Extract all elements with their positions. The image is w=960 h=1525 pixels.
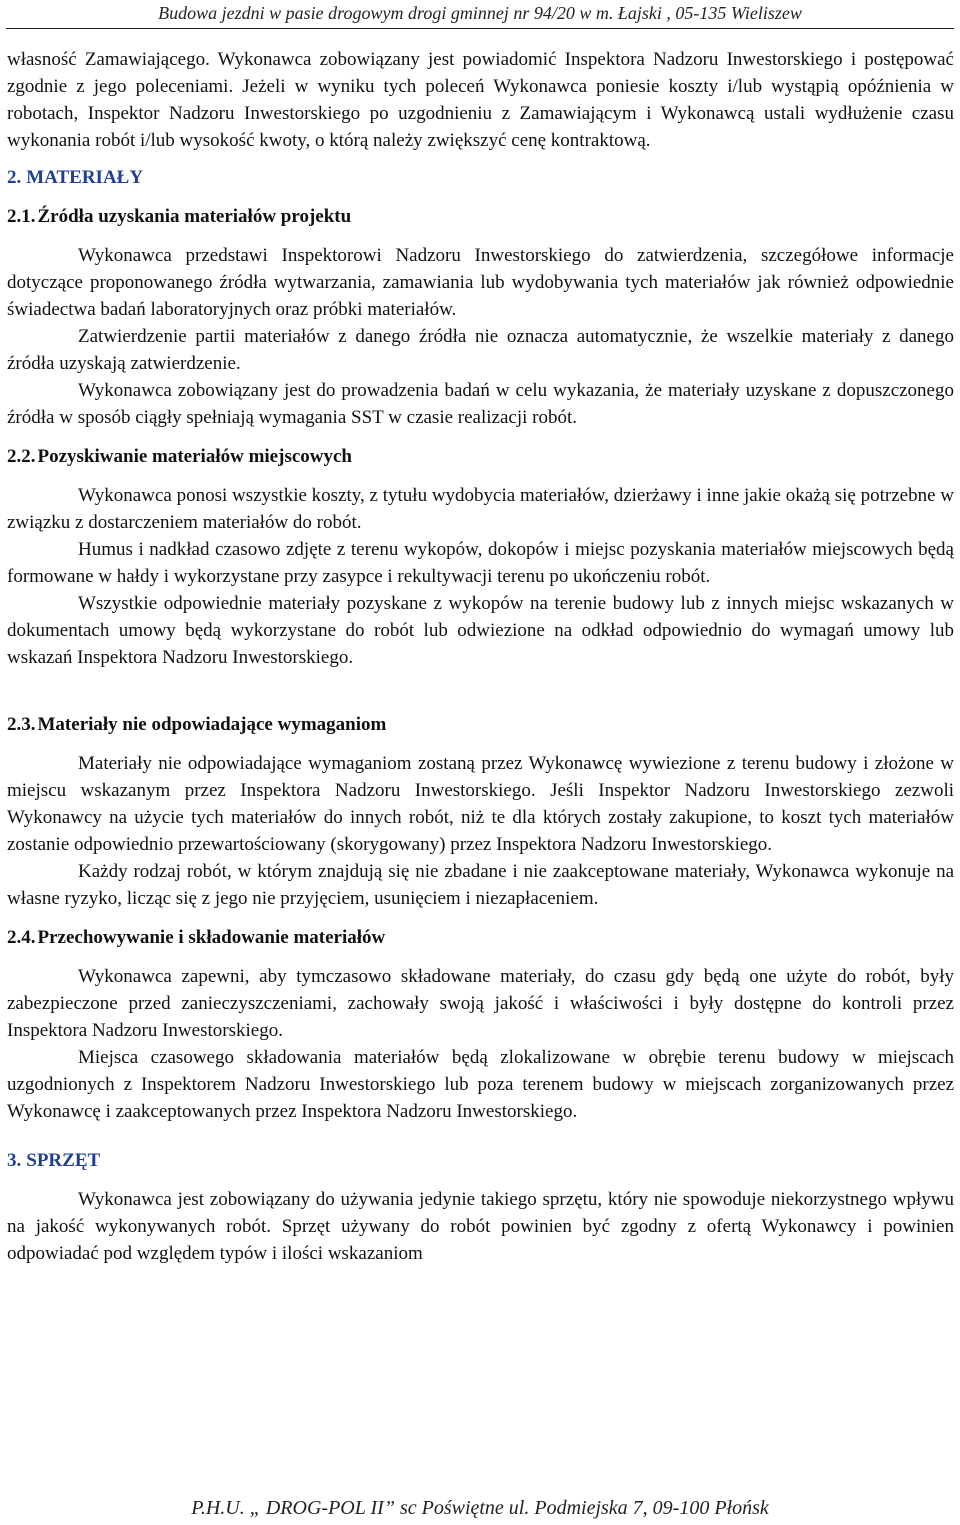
paragraph: Wykonawca ponosi wszystkie koszty, z tytułu wydobycia materiałów, dzierżawy i inne jakie okażą się potrzebne w związku z dostarczeniem materiałów do robót. — [7, 485, 954, 533]
subsection-number: 2.3. — [7, 714, 36, 735]
header-rule — [6, 28, 954, 29]
section-title: SPRZĘT — [26, 1150, 101, 1171]
intro-paragraph: własność Zamawiającego. Wykonawca zobowiązany jest powiadomić Inspektora Nadzoru Inwestorskiego i postępować zgodnie z jego poleceniami. Jeżeli w wyniku tych poleceń Wykonawca poniesie koszty i/lub wystąpią opóźnienia w robotach, Inspektor Nadzoru Inwestorskiego po uzgodnieniu z Zamawiającym i Wykonawcą ustali wydłużenie czasu wykonania robót i/lub wysokość kwoty, o którą należy zwiększyć cenę kontraktową. — [7, 49, 954, 151]
subsection-number: 2.1. — [7, 206, 36, 227]
paragraph: Humus i nadkład czasowo zdjęte z terenu wykopów, dokopów i miejsc pozyskania materiałów miejscowych będą formowane w hałdy i wykorzystane przy zasypce i rekultywacji terenu po ukończeniu robót. — [7, 539, 954, 587]
page-footer: P.H.U. „ DROG-POL II” sc Poświętne ul. Podmiejska 7, 09-100 Płońsk — [191, 1497, 769, 1519]
subsection-title: Pozyskiwanie materiałów miejscowych — [37, 446, 352, 467]
paragraph: Wykonawca jest zobowiązany do używania jedynie takiego sprzętu, który nie spowoduje niekorzystnego wpływu na jakość wykonywanych robót. Sprzęt używany do robót powinien być zgodny z ofertą Wykonawcy i powinien odpowiadać pod względem typów i ilości wskazaniom — [7, 1189, 954, 1264]
section-heading-materialy — [7, 164, 954, 191]
section-number: 2. — [7, 167, 22, 188]
paragraph: Każdy rodzaj robót, w którym znajdują się nie zbadane i nie zaakceptowane materiały, Wykonawca wykonuje na własne ryzyko, licząc się z jego nie przyjęciem, usunięciem i niezapłaceniem. — [7, 861, 954, 909]
subsection-number: 2.2. — [7, 446, 36, 467]
page-header: Budowa jezdni w pasie drogowym drogi gminnej nr 94/20 w m. Łajski , 05-135 Wieliszew — [158, 3, 802, 23]
subsection-title: Materiały nie odpowiadające wymaganiom — [37, 714, 387, 735]
section-heading-sprzet — [7, 1147, 954, 1174]
paragraph: Miejsca czasowego składowania materiałów będą zlokalizowane w obrębie terenu budowy w miejscach uzgodnionych z Inspektorem Nadzoru Inwestorskiego lub poza terenem budowy w miejscach zorganizowanych przez Wykonawcę i zaakceptowanych przez Inspektora Nadzoru Inwestorskiego. — [7, 1047, 954, 1122]
subsection-heading-2-1 — [7, 203, 954, 230]
subsection-heading-2-2 — [7, 443, 954, 470]
section-number: 3. — [7, 1150, 22, 1171]
paragraph: Wszystkie odpowiednie materiały pozyskane z wykopów na terenie budowy lub z innych miejsc wskazanych w dokumentach umowy będą wykorzystane do robót lub odwiezione na odkład odpowiednio do wymagań umowy lub wskazań Inspektora Nadzoru Inwestorskiego. — [7, 593, 954, 668]
subsection-title: Przechowywanie i składowanie materiałów — [37, 927, 386, 948]
paragraph: Zatwierdzenie partii materiałów z danego źródła nie oznacza automatycznie, że wszelkie materiały z danego źródła uzyskają zatwierdzenie. — [7, 326, 954, 374]
subsection-heading-2-4 — [7, 924, 954, 951]
paragraph: Wykonawca przedstawi Inspektorowi Nadzoru Inwestorskiego do zatwierdzenia, szczegółowe informacje dotyczące proponowanego źródła wytwarzania, zamawiania lub wydobywania tych materiałów jak również odpowiednie świadectwa badań laboratoryjnych oraz próbki materiałów. — [7, 245, 954, 320]
paragraph: Wykonawca zobowiązany jest do prowadzenia badań w celu wykazania, że materiały uzyskane z dopuszczonego źródła w sposób ciągły spełniają wymagania SST w czasie realizacji robót. — [7, 380, 954, 428]
subsection-number: 2.4. — [7, 927, 36, 948]
subsection-heading-2-3 — [7, 711, 954, 738]
paragraph: Materiały nie odpowiadające wymaganiom zostaną przez Wykonawcę wywiezione z terenu budowy i złożone w miejscu wskazanym przez Inspektora Nadzoru Inwestorskiego. Jeśli Inspektor Nadzoru Inwestorskiego zezwoli Wykonawcy na użycie tych materiałów do innych robót, niż te dla których zostały zakupione, to koszt tych materiałów zostanie odpowiednio przewartościowany (skorygowany) przez Inspektora Nadzoru Inwestorskiego. — [7, 753, 954, 855]
paragraph: Wykonawca zapewni, aby tymczasowo składowane materiały, do czasu gdy będą one użyte do robót, były zabezpieczone przed zanieczyszczeniami, zachowały swoją jakość i właściwości i były dostępne do kontroli przez Inspektora Nadzoru Inwestorskiego. — [7, 966, 954, 1041]
section-title: MATERIAŁY — [26, 167, 144, 188]
subsection-title: Źródła uzyskania materiałów projektu — [37, 206, 352, 227]
page-content — [7, 46, 954, 1267]
